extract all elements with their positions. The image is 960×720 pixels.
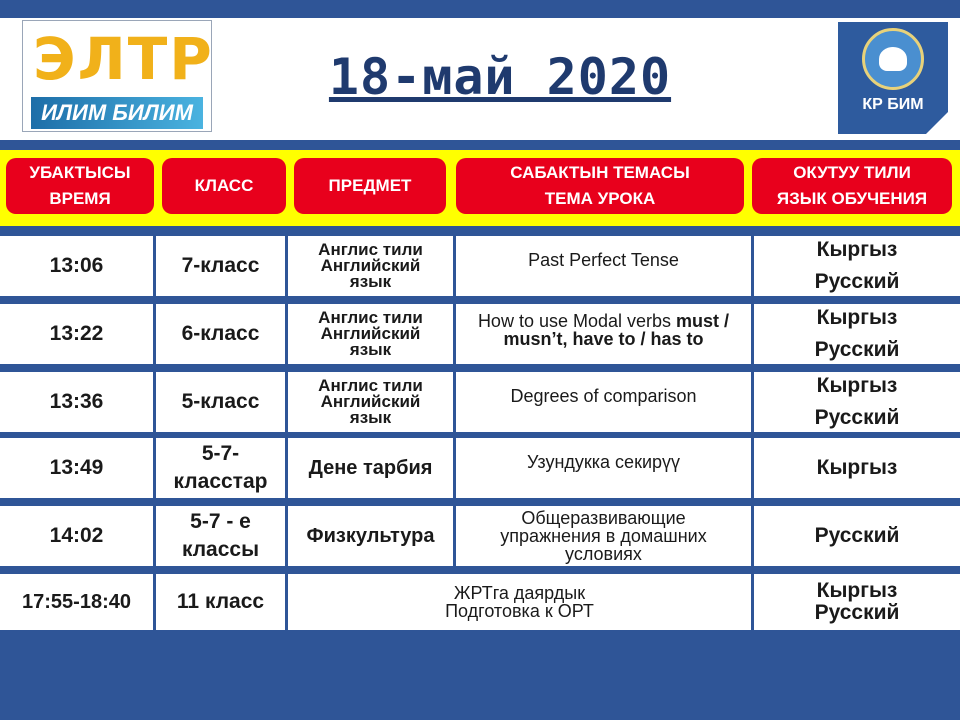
header-subject-label: ПРЕДМЕТ	[328, 176, 412, 195]
header	[0, 18, 960, 140]
topic-cell	[456, 304, 751, 364]
language-ru: Русский	[814, 270, 900, 293]
kyrgyz-emblem-icon	[862, 28, 924, 90]
header-topic-ky: САБАКТЫН ТЕМАСЫ	[510, 163, 690, 182]
subject-cell	[288, 236, 453, 296]
class-text: 5-7-	[201, 442, 240, 465]
subject-ru-2: язык	[349, 408, 392, 427]
class-text-2: классы	[181, 538, 260, 561]
topic-text: Degrees of comparison	[510, 386, 697, 406]
topic-cell	[456, 372, 751, 432]
class-text: 5-7 - е	[190, 510, 251, 533]
language-cell	[754, 372, 960, 432]
language-ky: Кыргыз	[816, 579, 898, 602]
header-time-ru: ВРЕМЯ	[49, 189, 111, 208]
language-cell	[754, 506, 960, 566]
class-cell	[156, 574, 285, 630]
page-title: 18-май 2020	[328, 48, 672, 106]
table-row	[0, 506, 960, 566]
subject-ru: Английский	[320, 392, 421, 411]
class-cell	[156, 506, 285, 566]
subject-ru-2: язык	[349, 272, 392, 291]
subject-cell	[288, 372, 453, 432]
subject-ky: Англис тили	[318, 240, 423, 259]
header-language-ru: ЯЗЫК ОБУЧЕНИЯ	[776, 189, 928, 208]
time-cell: 13:36	[0, 372, 153, 432]
header-class-label: КЛАСС	[194, 176, 254, 195]
table-row	[0, 304, 960, 364]
language-cell	[754, 304, 960, 364]
language-ru: Русский	[814, 338, 900, 361]
subject-ru: Английский	[320, 256, 421, 275]
subject-cell	[288, 304, 453, 364]
subject-ru-2: язык	[349, 340, 392, 359]
header-language-ky: ОКУТУУ ТИЛИ	[793, 163, 911, 182]
subject-cell	[288, 506, 453, 566]
topic-text-ru: Подготовка к ОРТ	[445, 601, 594, 621]
time-cell: 13:06	[0, 236, 153, 296]
eltr-logo	[22, 20, 212, 132]
language-ky: Кыргыз	[816, 374, 898, 397]
header-topic	[456, 158, 744, 214]
time-cell: 13:49	[0, 438, 153, 498]
time-cell: 17:55-18:40	[0, 574, 153, 630]
time-cell: 13:22	[0, 304, 153, 364]
header-language	[752, 158, 952, 214]
language-ru: Русский	[814, 524, 900, 547]
kr-bim-caption: КР БИМ	[862, 96, 924, 113]
subject-ru: Английский	[320, 324, 421, 343]
language-ru: Русский	[814, 406, 900, 429]
ilim-bilim-label: ИЛИМ БИЛИМ	[31, 97, 203, 129]
language-ky: Кыргыз	[816, 238, 898, 261]
language-ky: Кыргыз	[816, 456, 898, 479]
time-cell: 14:02	[0, 506, 153, 566]
topic-cell	[456, 236, 751, 296]
kr-bim-logo	[838, 22, 948, 134]
class-cell	[156, 372, 285, 432]
eltr-logo-text: ЭЛТР	[33, 25, 214, 93]
merged-topic-cell	[288, 574, 751, 630]
header-topic-ru: ТЕМА УРОКА	[544, 189, 656, 208]
subject-ky: Англис тили	[318, 376, 423, 395]
class-cell	[156, 304, 285, 364]
header-time	[6, 158, 154, 214]
table-row	[0, 574, 960, 630]
header-time-ky: УБАКТЫСЫ	[29, 163, 131, 182]
class-cell	[156, 438, 285, 498]
language-cell	[754, 236, 960, 296]
topic-text: Узундукка секирүү	[526, 452, 681, 472]
language-ky: Кыргыз	[816, 306, 898, 329]
language-ru: Русский	[814, 601, 900, 624]
topic-text: Общеразвивающие упражнения в домашних условиях	[500, 508, 707, 564]
language-cell	[754, 438, 960, 498]
class-text: 5-класс	[181, 390, 260, 413]
top-band	[0, 0, 960, 18]
topic-text-ky: ЖРТга даярдык	[453, 583, 586, 603]
topic-text: How to use Modal verbs	[477, 311, 672, 331]
table-row	[0, 236, 960, 296]
subject-text: Физкультура	[306, 524, 435, 547]
class-cell	[156, 236, 285, 296]
column-headers	[0, 148, 960, 228]
header-subject	[294, 158, 446, 214]
subject-cell	[288, 438, 453, 498]
language-cell	[754, 574, 960, 630]
class-text: 11 класс	[176, 590, 265, 613]
topic-text-bold: must / musn’t, have to / has to	[503, 311, 730, 349]
table-row	[0, 438, 960, 498]
class-text: 7-класс	[181, 254, 260, 277]
subject-ky: Англис тили	[318, 308, 423, 327]
class-text: 6-класс	[181, 322, 260, 345]
topic-cell	[456, 438, 751, 498]
class-text-2: класстар	[173, 470, 268, 493]
header-class	[162, 158, 286, 214]
page-fold-icon	[926, 112, 948, 134]
topic-cell	[456, 506, 751, 566]
table-row	[0, 372, 960, 432]
topic-text: Past Perfect Tense	[528, 250, 679, 270]
subject-text: Дене тарбия	[308, 456, 433, 479]
